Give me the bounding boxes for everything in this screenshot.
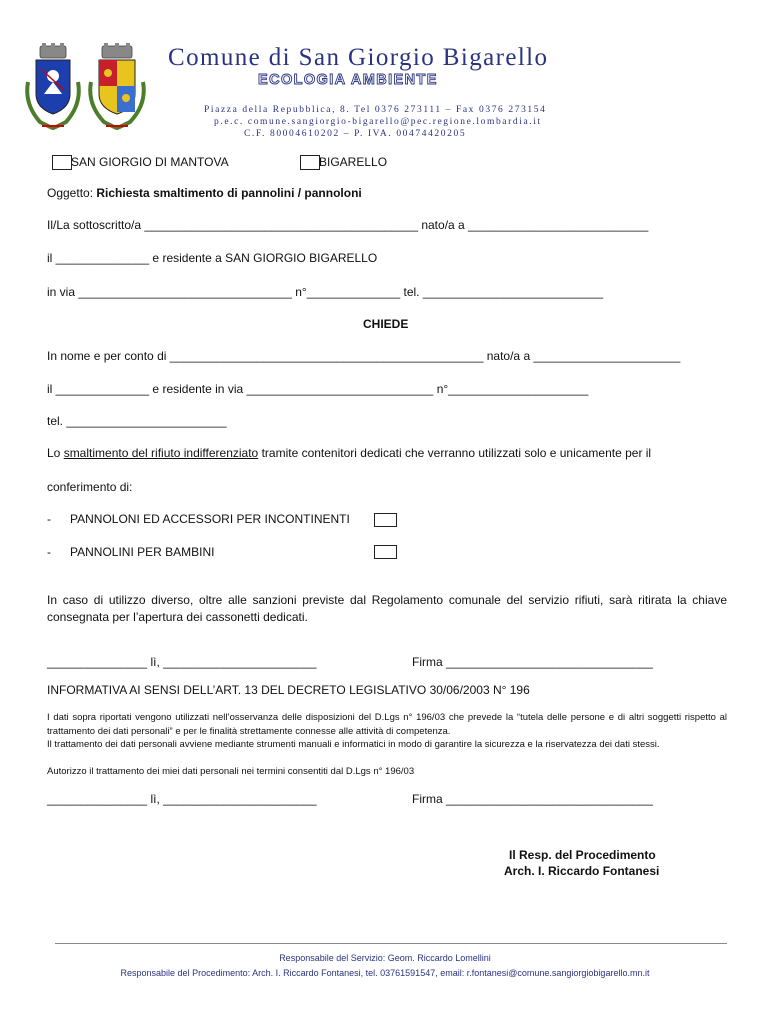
conferimento-label: conferimento di: (47, 480, 133, 494)
signature-field-2[interactable]: Firma _______________________________ (412, 792, 653, 806)
department-subtitle: ECOLOGIA AMBIENTE (258, 72, 438, 88)
crest-bigarello-icon (86, 42, 148, 132)
form-line-sottoscritto[interactable]: Il/La sottoscritto/a _________________________________________ nato/a a ___________________________ (47, 218, 649, 232)
subject-text: Richiesta smaltimento di pannolini / pannoloni (96, 186, 362, 200)
privacy-paragraph-1: I dati sopra riportati vengono utilizzati nell’osservanza delle disposizioni del D.Lgs n° 196/03 che prevede la “tutela delle persone e di altri soggetti rispetto al trattamento dei dati personali” e per le finalità strettamente connesse alle attività di competenza. (47, 712, 727, 737)
subject-prefix: Oggetto: (47, 186, 97, 200)
usage-notice: In caso di utilizzo diverso, oltre alle sanzioni previste dal Regolamento comunale del servizio rifiuti, sarà ritirata la chiave consegnata per l’apertura dei cassonetti dedicati. (47, 593, 727, 624)
form-line-indirizzo[interactable]: in via ________________________________ n°______________ tel. ___________________________ (47, 285, 604, 299)
option-bigarello-label: BIGARELLO (319, 155, 388, 169)
footer-divider (55, 943, 727, 944)
date-place-field[interactable]: _______________ lì, _______________________ (47, 655, 317, 669)
address-line: Piazza della Repubblica, 8. Tel 0376 273111 – Fax 0376 273154 (204, 105, 547, 115)
date-place-field-2[interactable]: _______________ lì, _______________________ (47, 792, 317, 806)
checkbox-pannolini[interactable] (374, 545, 397, 559)
pec-line: p.e.c. comune.sangiorgio-bigarello@pec.regione.lombardia.it (214, 117, 542, 127)
checkbox-pannoloni[interactable] (374, 513, 397, 527)
tax-line: C.F. 80004610202 – P. IVA. 00474420205 (244, 129, 467, 139)
form-line-residenza-2[interactable]: il ______________ e residente in via ____________________________ n°_____________________ (47, 382, 589, 396)
signature-field[interactable]: Firma _______________________________ (412, 655, 653, 669)
request-post: tramite contenitori dedicati che verranno utilizzati solo e unicamente per il (258, 446, 652, 460)
checkbox-san-giorgio[interactable] (52, 155, 72, 170)
option-san-giorgio-label: SAN GIORGIO DI MANTOVA (71, 155, 229, 169)
page-title: Comune di San Giorgio Bigarello (168, 44, 549, 71)
privacy-consent: Autorizzo il trattamento dei miei dati personali nei termini consentiti dal D.Lgs n° 196/03 (47, 766, 415, 777)
privacy-paragraph-2: Il trattamento dei dati personali avviene mediante strumenti manuali e informatici in modo di garantire la sicurezza e la riservatezza dei dati stessi. (47, 739, 660, 750)
subject-line (47, 186, 362, 200)
form-line-per-conto[interactable]: In nome e per conto di _______________________________________________ nato/a a ______________________ (47, 349, 681, 363)
responsible-role: Il Resp. del Procedimento (509, 848, 656, 862)
bullet: - (47, 512, 51, 526)
chiede-heading: CHIEDE (363, 317, 409, 331)
item-pannolini-label: PANNOLINI PER BAMBINI (70, 545, 215, 559)
form-line-tel[interactable]: tel. ________________________ (47, 414, 227, 428)
bullet: - (47, 545, 51, 559)
form-line-residenza[interactable]: il ______________ e residente a SAN GIORGIO BIGARELLO (47, 251, 378, 265)
item-pannoloni-label: PANNOLONI ED ACCESSORI PER INCONTINENTI (70, 512, 350, 526)
crest-san-giorgio-icon (22, 42, 84, 132)
footer-line-1: Responsabile del Servizio: Geom. Riccardo Lomellini (279, 953, 491, 963)
responsible-name: Arch. I. Riccardo Fontanesi (504, 864, 660, 878)
privacy-heading: INFORMATIVA AI SENSI DELL’ART. 13 DEL DECRETO LEGISLATIVO 30/06/2003 N° 196 (47, 683, 530, 697)
checkbox-bigarello[interactable] (300, 155, 320, 170)
request-text (47, 446, 651, 460)
footer-line-2: Responsabile del Procedimento: Arch. I. Riccardo Fontanesi, tel. 03761591547, email: r.fontanesi@comune.sangiorgiobigarello.mn.it (120, 968, 650, 978)
request-pre: Lo (47, 446, 64, 460)
request-underlined: smaltimento del rifiuto indifferenziato (63, 446, 259, 460)
